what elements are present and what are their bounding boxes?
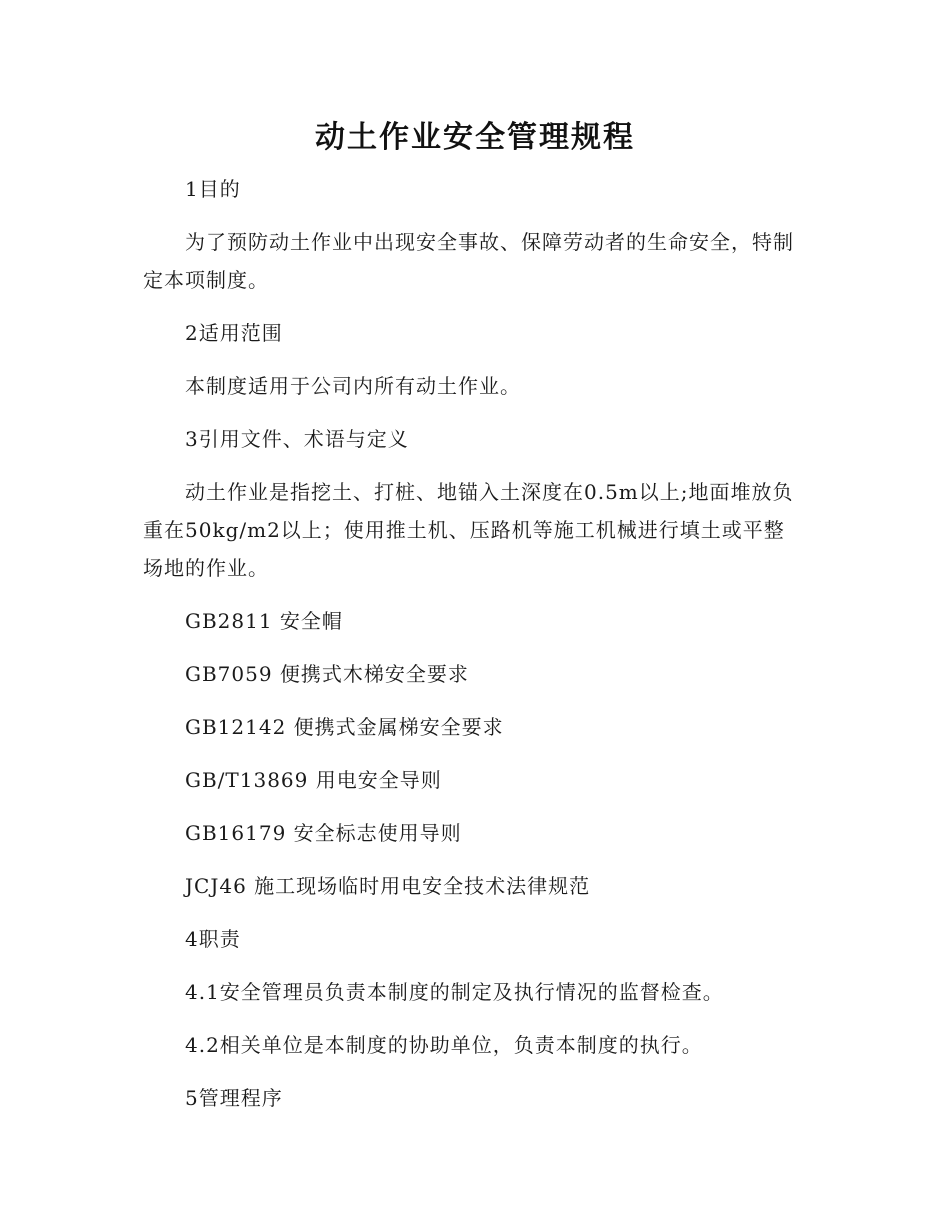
scope-paragraph: 本制度适用于公司内所有动土作业。 bbox=[185, 374, 521, 398]
definition-paragraph: 动土作业是指挖土、打桩、地锚入土深度在0.5m以上;地面堆放负重在50kg/m2以上；使用推土机、压路机等施工机械进行填土或平整场地的作业。 bbox=[143, 480, 794, 580]
reference-item: GB16179 安全标志使用导则 bbox=[185, 821, 462, 845]
section-heading-purpose: 1目的 bbox=[185, 177, 241, 201]
purpose-paragraph: 为了预防动土作业中出现安全事故、保障劳动者的生命安全，特制定本项制度。 bbox=[143, 230, 794, 292]
reference-item: GB12142 便携式金属梯安全要求 bbox=[185, 715, 504, 739]
reference-item: GB/T13869 用电安全导则 bbox=[185, 768, 442, 792]
section-heading-procedure: 5管理程序 bbox=[185, 1086, 283, 1110]
section-heading-references: 3引用文件、术语与定义 bbox=[185, 427, 409, 451]
document-title: 动土作业安全管理规程 bbox=[315, 120, 635, 155]
responsibility-item: 4.2相关单位是本制度的协助单位，负责本制度的执行。 bbox=[185, 1033, 703, 1057]
reference-item: GB7059 便携式木梯安全要求 bbox=[185, 662, 469, 686]
responsibility-item: 4.1安全管理员负责本制度的制定及执行情况的监督检查。 bbox=[185, 980, 724, 1004]
reference-item: GB2811 安全帽 bbox=[185, 609, 343, 633]
section-heading-scope: 2适用范围 bbox=[185, 321, 283, 345]
document-body bbox=[143, 170, 803, 1132]
reference-item: JCJ46 施工现场临时用电安全技术法律规范 bbox=[185, 874, 591, 898]
section-heading-responsibilities: 4职责 bbox=[185, 927, 241, 951]
